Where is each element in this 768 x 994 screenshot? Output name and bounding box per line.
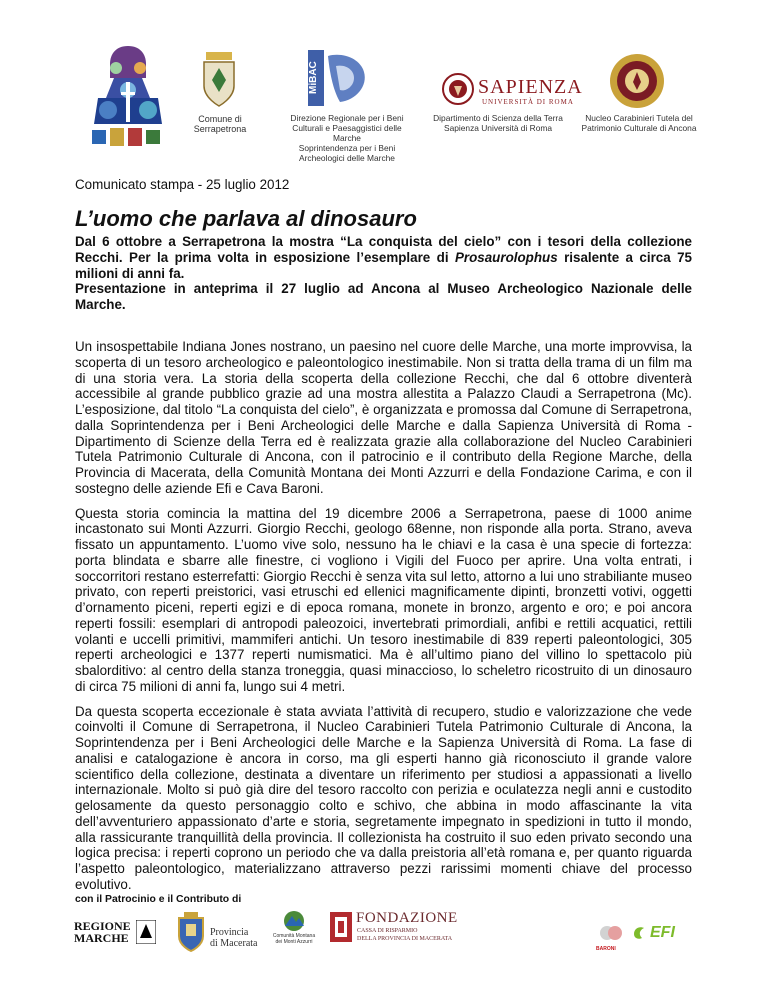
fondazione-subtitle: DELLA PROVINCIA DI MACERATA — [357, 936, 453, 942]
mibac-caption-line: Direzione Regionale per i Beni — [290, 113, 404, 123]
body-paragraph: Questa storia comincia la mattina del 19 dicembre 2006 a Serrapetrona, paese di 1000 anime incastonato sui Monti Azzurri. Giorgio Recchi, geologo 68enne, non risponde alla porta. Strano, aveva fissato un appuntamento. L’uomo vive solo, nessuno ha le chiavi e la casa è una specie di fortezza: porta blindata e sbarre alle finestre, ci vogliono i Vigili del Fuoco per aprire. Una volta entrati, i soccorritori restano esterrefatti: Giorgio Recchi è senza vita sul letto, attorno a lui uno strabiliante museo privato, con reperti preistorici, vasi etruschi ed ellenici magnificamente dipinti, bronzetti votivi, oggetti d’ornamento piceni, reperti egizi e di epoca romana, monete in bronzo, argento e oro; e poi ancora reperti fossili: esemplari di antropodi paleozoici, invertebrati primordiali, anfibi e rettili acquatici, rettili volanti e uccelli primitivi, mammiferi antichi. Un tesoro inestimabile di 839 reperti paleontologici, 305 reperti archeologici e 1377 reperti numismatici. Ma è all’ultimo piano del villino lo spettacolo più sbalorditivo: al centro della stanza troneggia, quasi minaccioso, lo scheletro ricostruito di un dinosauro di circa 75 milioni di anni fa, lungo sui 4 metri. — [75, 505, 693, 694]
provincia-line: di Macerata — [210, 938, 258, 949]
sapienza-caption-line: Dipartimento di Scienza della Terra — [433, 113, 563, 123]
page-title: L’uomo che parlava al dinosauro — [75, 206, 417, 231]
fondazione-carima-emblem — [330, 912, 352, 942]
subtitle-paragraph: Presentazione in anteprima il 27 luglio ad Ancona al Museo Archeologico Nazionale delle Marche. — [75, 281, 692, 313]
provincia-macerata-crest — [176, 912, 206, 952]
sapienza-logo — [442, 72, 474, 106]
mibac-caption-line: Culturali e Paesaggistici delle Marche — [292, 123, 402, 143]
sapienza-caption-line: Sapienza Università di Roma — [444, 123, 552, 133]
comune-serrapetrona-crest — [200, 50, 238, 108]
subtitle-text: Dal 6 ottobre a Serrapetrona la mostra “La conquista del cielo” con i tesori della collezione Recchi. Per la prima volta in esposizione l’esemplare di — [75, 234, 692, 265]
baroni-text: BARONI — [596, 946, 616, 952]
efi-swirl — [632, 924, 648, 944]
sapienza-subtitle: UNIVERSITÀ DI ROMA — [482, 98, 574, 106]
sapienza-wordmark: SAPIENZA — [478, 76, 583, 98]
regione-marche-line: MARCHE — [74, 931, 129, 945]
comunita-line: Comunità Montana — [272, 933, 316, 939]
provincia-macerata-text — [210, 927, 257, 949]
body-paragraph: Da questa scoperta eccezionale è stata avviata l’attività di recupero, studio e valorizzazione che vede coinvolti il Comune di Serrapetrona, il Nucleo Carabinieri Tutela Patrimonio Culturale di Ancona, la Soprintendenza per i Beni Archeologici delle Marche e la Sapienza Università di Roma. La fase di analisi e catalogazione è ancora in corso, ma gli esperti hanno già riconosciuto il grande valore scientifico della collezione, destinata a diventare un riferimento per studiosi a appassionati a livello internazionale. Molto si può già dire del tesoro raccolto con perizia e oculatezza negli anni e custodito gelosamente da questo personaggio colto e schivo, che abbina in modo affascinante la vita dell’avventuriero appassionato d’arte e storia, segretamente impegnato in spedizioni in tutto il mondo, alla rassicurante tranquillità della provincia. Il collezionista ha costruito il suo eden privato secondo una logica precisa: i reperti coprono un periodo che va dalla preistoria all’età romana e, per quanto riguarda l’aspetto paleontologico, materializzano attraverso pezzi rarissimi momenti chiave del processo evolutivo. — [75, 703, 692, 892]
header-logos — [88, 38, 698, 163]
body-paragraph: Un insospettabile Indiana Jones nostrano, un paesino nel cuore delle Marche, una morte improvvisa, la scoperta di un tesoro archeologico e paleontologico inestimabile. Non si tratta della trama di un film ma di una storia vera. La storia della scoperta della collezione Recchi, che dal 6 ottobre diventerà accessibile al grande pubblico grazie ad una mostra allestita a Palazzo Claudi a Serrapetrona (Mc). L’esposizione, dal titolo “La conquista del cielo”, è organizzata e promossa dal Comune di Serrapetrona, dalla Soprintendenza per i Beni Archeologici delle Marche e dalla Sapienza Università di Roma - Dipartimento di Scienze della Terra ed è realizzata grazie alla collaborazione del Nucleo Carabinieri Tutela Patrimonio Culturale di Ancona, con il patrocinio e il contributo della Regione Marche, della Provincia di Macerata, della Comunità Montana dei Monti Azzurri e della Fondazione Carima, e con il sostegno delle aziende Efi e Cava Baroni. — [75, 339, 692, 496]
comunita-montana-text — [266, 933, 322, 945]
regione-marche-emblem — [136, 920, 156, 944]
serrapetrona-museum-emblem — [88, 38, 168, 156]
comune-caption: Comune di Serrapetrona — [193, 114, 247, 134]
carabinieri-badge — [608, 52, 666, 110]
subtitle-paragraph — [75, 234, 692, 281]
carabinieri-caption-line: Nucleo Carabinieri Tutela del — [585, 113, 693, 123]
subtitle — [75, 234, 692, 313]
article-body — [75, 339, 692, 902]
carabinieri-caption — [574, 113, 704, 133]
mibac-text: MiBAC — [308, 61, 319, 95]
fondazione-wordmark: FONDAZIONE — [356, 910, 458, 926]
regione-marche-line: REGIONE — [74, 919, 131, 933]
fondazione-subtitle: CASSA DI RISPARMIO — [357, 928, 418, 934]
subtitle-text: risalente a circa 75 milioni di anni fa. — [75, 249, 693, 281]
baroni-logo — [598, 924, 624, 944]
subtitle-species: Prosaurolophus — [454, 249, 558, 265]
comunita-montana-logo — [282, 910, 306, 932]
efi-text: EFI — [650, 924, 675, 941]
mibac-caption — [282, 113, 412, 163]
mibac-caption-line: Soprintendenza per i Beni — [298, 143, 396, 153]
regione-marche-logo — [74, 920, 131, 944]
patron-label: con il Patrocinio e il Contributo di — [75, 894, 242, 905]
footer-logos — [70, 910, 700, 960]
sapienza-caption — [428, 113, 568, 133]
dateline: Comunicato stampa - 25 luglio 2012 — [75, 177, 290, 192]
mibac-caption-line: Archeologici delle Marche — [299, 153, 395, 163]
carabinieri-caption-line: Patrimonio Culturale di Ancona — [581, 123, 697, 133]
provincia-line: Provincia — [210, 927, 249, 938]
comunita-line: dei Monti Azzurri — [275, 939, 313, 945]
